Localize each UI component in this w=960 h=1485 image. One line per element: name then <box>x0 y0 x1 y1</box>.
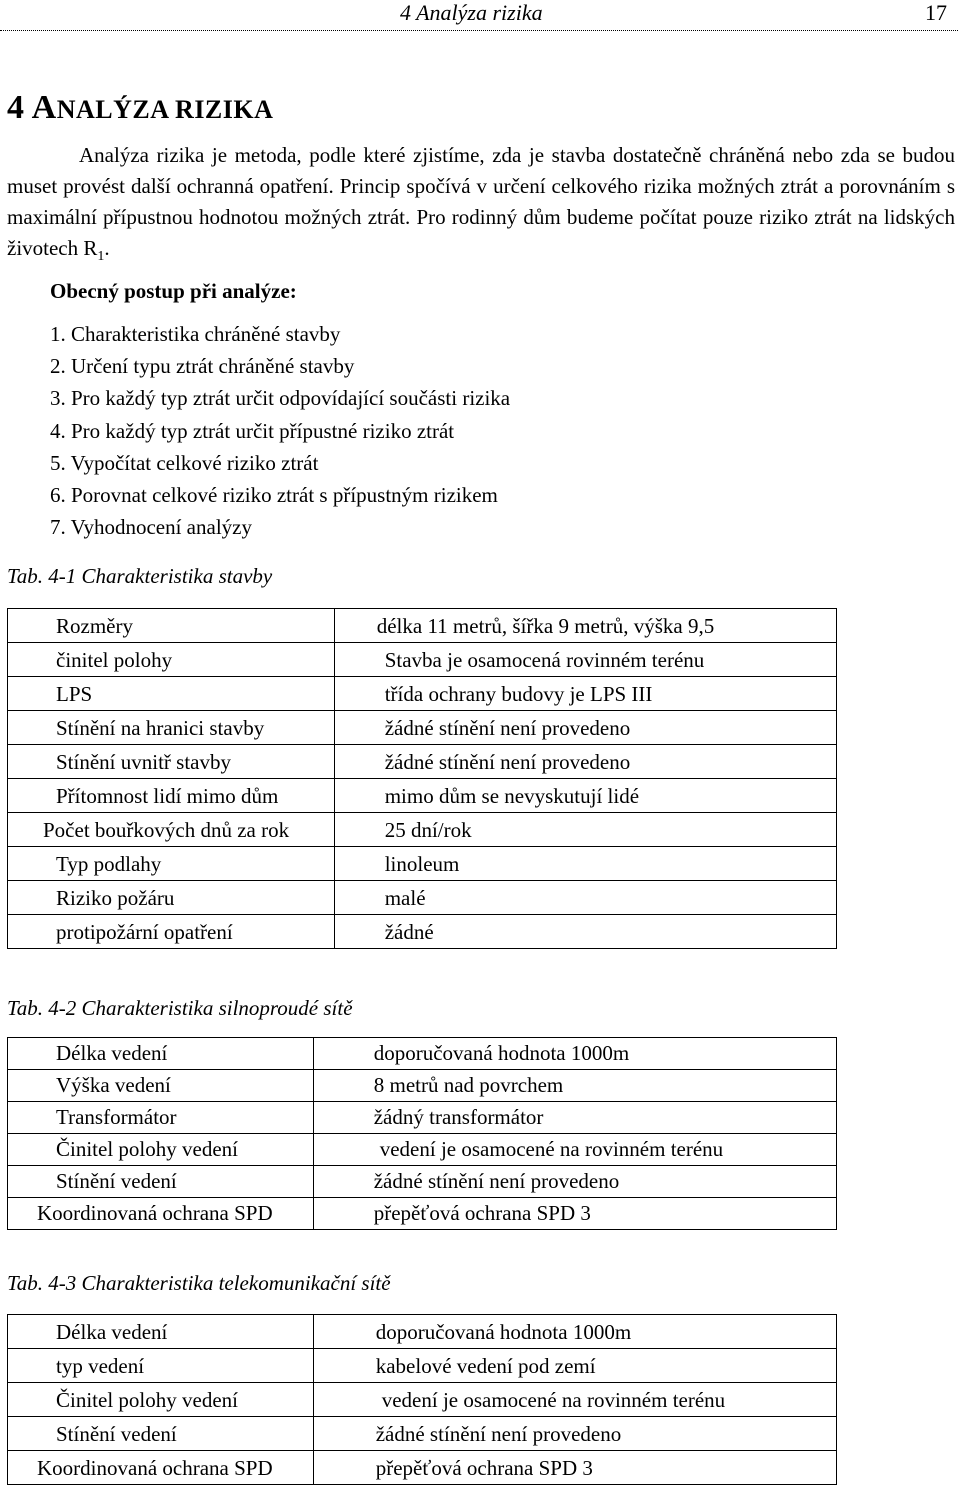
table-row <box>8 1417 837 1451</box>
table-cell-label: Rozměry <box>8 609 335 643</box>
table-row <box>8 1038 837 1070</box>
intro-text: Analýza rizika je metoda, podle které zjistíme, zda je stavba dostatečně chráněná nebo zda se budou muset provést další ochranná opatření. Princip spočívá v určení celkového rizika možných ztrát a porovnáním s maximální přípustnou hodnotou možných ztrát. Pro rodinný dům budeme počítat pouze riziko ztrát na lidských životech R <box>7 143 955 260</box>
table-cell-value: doporučovaná hodnota 1000m <box>313 1038 836 1070</box>
table-row <box>8 711 837 745</box>
table-cell-value: žádné stínění není provedeno <box>334 745 836 779</box>
table-caption: Tab. 4-1 Charakteristika stavby <box>7 564 273 588</box>
procedure-list <box>50 318 510 543</box>
table-row <box>8 1383 837 1417</box>
table-cell-label: typ vedení <box>8 1349 314 1383</box>
table-cell-value: malé <box>334 881 836 915</box>
table-row <box>8 847 837 881</box>
table-row <box>8 1134 837 1166</box>
intro-paragraph <box>7 140 955 272</box>
running-header-title: 4 Analýza rizika <box>400 0 543 25</box>
table-caption: Tab. 4-2 Charakteristika silnoproudé sítě <box>7 996 353 1020</box>
table-cell-label: Koordinovaná ochrana SPD <box>8 1198 314 1230</box>
table-cell-value: vedení je osamocené na rovinném terénu <box>313 1134 836 1166</box>
table-row <box>8 915 837 949</box>
procedure-step: 7. Vyhodnocení analýzy <box>50 515 252 540</box>
intro-end: . <box>104 236 110 260</box>
procedure-step: 4. Pro každý typ ztrát určit přípustné riziko ztrát <box>50 418 455 443</box>
chapter-heading <box>7 86 273 132</box>
table-cell-label: Činitel polohy vedení <box>8 1134 314 1166</box>
table-row <box>8 1198 837 1230</box>
table-row <box>8 1315 837 1349</box>
procedure-heading: Obecný postup při analýze: <box>50 279 297 303</box>
table-cell-value: přepěťová ochrana SPD 3 <box>313 1451 836 1485</box>
table-cell-label: Stínění na hranici stavby <box>8 711 335 745</box>
table-cell-value: žádné <box>334 915 836 949</box>
table-cell-value: linoleum <box>334 847 836 881</box>
table-cell-value: 8 metrů nad povrchem <box>313 1070 836 1102</box>
table-cell-label: LPS <box>8 677 335 711</box>
table-row <box>8 1102 837 1134</box>
table-cell-label: Činitel polohy vedení <box>8 1383 314 1417</box>
table-cell-value: Stavba je osamocená rovinném terénu <box>334 643 836 677</box>
table-row <box>8 609 837 643</box>
page-number: 17 <box>925 0 947 25</box>
table-cell-value: 25 dní/rok <box>334 813 836 847</box>
table-cell-value: délka 11 metrů, šířka 9 metrů, výška 9,5 <box>334 609 836 643</box>
table-cell-label: Délka vedení <box>8 1038 314 1070</box>
table-cell-label: Riziko požáru <box>8 881 335 915</box>
chapter-number: 4 <box>7 89 32 126</box>
table-row <box>8 779 837 813</box>
table-cell-label: Přítomnost lidí mimo dům <box>8 779 335 813</box>
intro-subscript: 1 <box>97 249 105 265</box>
table-cell-value: žádné stínění není provedeno <box>313 1417 836 1451</box>
telecom-network-table <box>7 1314 837 1485</box>
table-cell-label: Počet bouřkových dnů za rok <box>8 813 335 847</box>
table-row <box>8 745 837 779</box>
table-cell-value: žádné stínění není provedeno <box>334 711 836 745</box>
table-caption: Tab. 4-3 Charakteristika telekomunikační sítě <box>7 1271 391 1295</box>
table-cell-label: Délka vedení <box>8 1315 314 1349</box>
table-cell-value: třída ochrany budovy je LPS III <box>334 677 836 711</box>
table-cell-label: Stínění vedení <box>8 1166 314 1198</box>
table-row <box>8 1166 837 1198</box>
chapter-heading-initial: A <box>31 89 57 126</box>
table-row <box>8 813 837 847</box>
table-cell-value: kabelové vedení pod zemí <box>313 1349 836 1383</box>
table-cell-label: činitel polohy <box>8 643 335 677</box>
table-cell-label: Stínění uvnitř stavby <box>8 745 335 779</box>
procedure-step: 3. Pro každý typ ztrát určit odpovídající součásti rizika <box>50 386 511 411</box>
table-cell-value: žádný transformátor <box>313 1102 836 1134</box>
table-cell-label: Typ podlahy <box>8 847 335 881</box>
procedure-step: 1. Charakteristika chráněné stavby <box>50 322 341 346</box>
table-cell-value: žádné stínění není provedeno <box>313 1166 836 1198</box>
table-cell-label: Koordinovaná ochrana SPD <box>8 1451 314 1485</box>
table-row <box>8 677 837 711</box>
table-cell-label: protipožární opatření <box>8 915 335 949</box>
table-row <box>8 1349 837 1383</box>
table-cell-value: mimo dům se nevyskutují lidé <box>334 779 836 813</box>
table-cell-label: Transformátor <box>8 1102 314 1134</box>
procedure-step: 2. Určení typu ztrát chráněné stavby <box>50 354 355 379</box>
header-divider <box>0 30 958 31</box>
table-row <box>8 1451 837 1485</box>
procedure-step: 5. Vypočítat celkové riziko ztrát <box>50 450 319 475</box>
table-row <box>8 1070 837 1102</box>
table-cell-value: doporučovaná hodnota 1000m <box>313 1315 836 1349</box>
power-network-table <box>7 1037 837 1230</box>
table-row <box>8 881 837 915</box>
building-characteristics-table <box>7 608 837 949</box>
table-cell-label: Výška vedení <box>8 1070 314 1102</box>
chapter-heading-rest: NALÝZA RIZIKA <box>56 95 274 124</box>
table-row <box>8 643 837 677</box>
table-cell-value: přepěťová ochrana SPD 3 <box>313 1198 836 1230</box>
table-cell-label: Stínění vedení <box>8 1417 314 1451</box>
table-cell-value: vedení je osamocené na rovinném terénu <box>313 1383 836 1417</box>
procedure-step: 6. Porovnat celkové riziko ztrát s přípustným rizikem <box>50 483 498 508</box>
